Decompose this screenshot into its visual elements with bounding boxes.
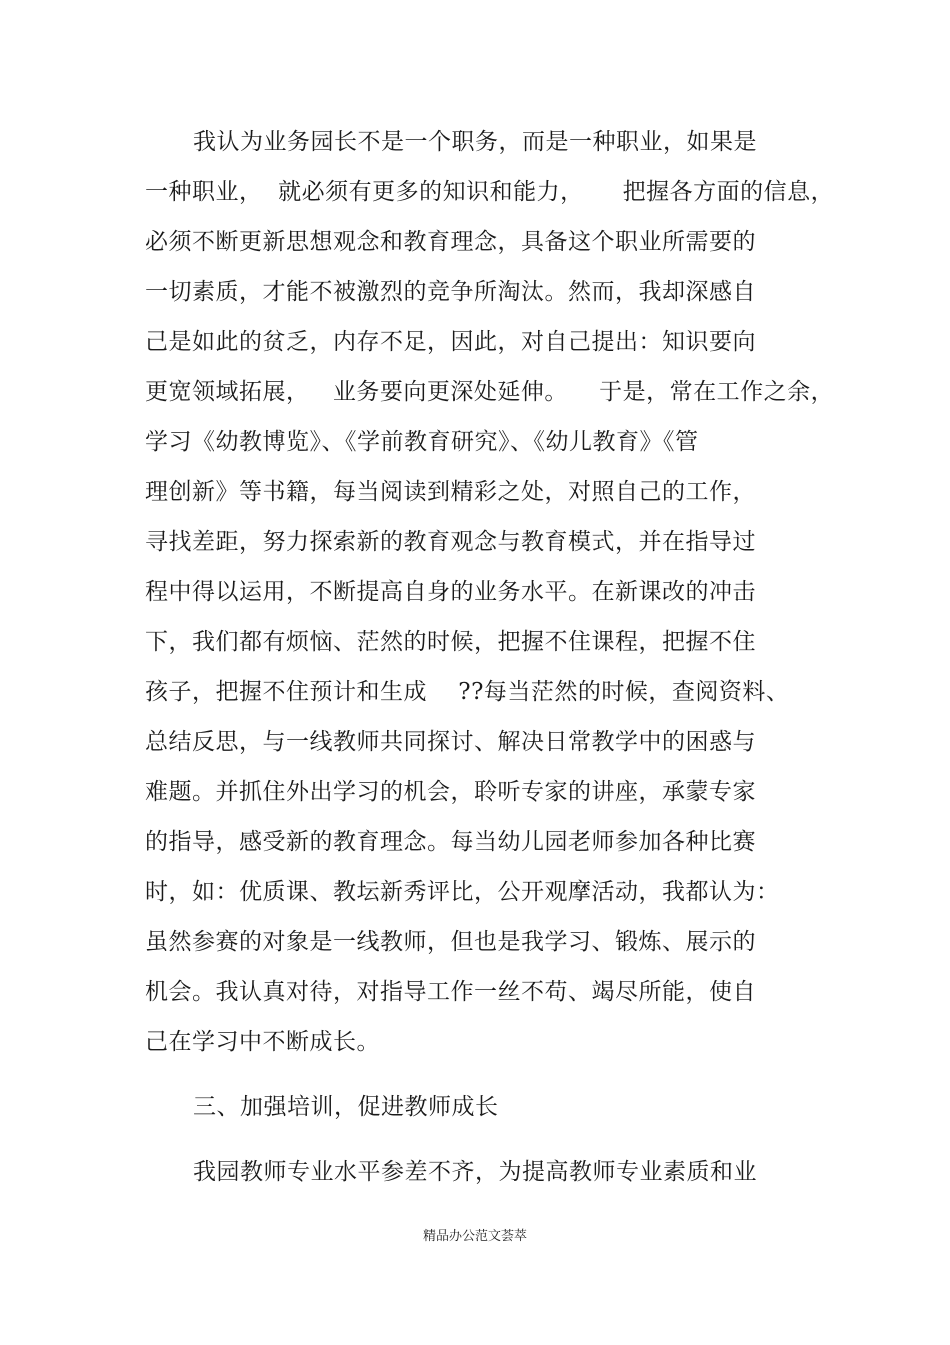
paragraph-line: 寻找差距，努力探索新的教育观念与教育模式，并在指导过 [145,529,756,555]
paragraph-line: 机会。我认真对待，对指导工作一丝不苟、竭尽所能，使自 [145,979,756,1005]
paragraph-line: 总结反思，与一线教师共同探讨、解决日常教学中的困惑与 [145,729,756,755]
paragraph-line: 必须不断更新思想观念和教育理念，具备这个职业所需要的 [145,229,756,255]
paragraph-line: 虽然参赛的对象是一线教师，但也是我学习、锻炼、展示的 [145,929,756,955]
paragraph-line: 时，如：优质课、教坛新秀评比，公开观摩活动，我都认为： [145,879,780,905]
paragraph-line: 程中得以运用，不断提高自身的业务水平。在新课改的冲击 [145,579,756,605]
paragraph-line: 理创新》等书籍，每当阅读到精彩之处，对照自己的工作， [145,479,756,505]
paragraph-line: 我园教师专业水平参差不齐，为提高教师专业素质和业 [193,1159,757,1185]
paragraph-line: 下，我们都有烦恼、茫然的时候，把握不住课程，把握不住 [145,629,756,655]
paragraph-line: 孩子，把握不住预计和生成 ??每当茫然的时候，查阅资料、 [145,679,790,705]
section-heading: 三、加强培训，促进教师成长 [193,1094,499,1120]
paragraph-line: 更宽领域拓展， 业务要向更深处延伸。 于是，常在工作之余， [145,379,835,405]
paragraph-line: 难题。并抓住外出学习的机会，聆听专家的讲座，承蒙专家 [145,779,756,805]
paragraph-line: 一切素质，才能不被激烈的竞争所淘汰。然而，我却深感自 [145,279,756,305]
paragraph-line: 己是如此的贫乏，内存不足，因此，对自己提出：知识要向 [145,329,756,355]
paragraph-line: 己在学习中不断成长。 [145,1029,380,1055]
paragraph-line: 我认为业务园长不是一个职务，而是一种职业，如果是 [193,129,757,155]
page-footer: 精品办公范文荟萃 [422,1229,527,1244]
paragraph-line: 一种职业， 就必须有更多的知识和能力， 把握各方面的信息， [145,179,835,205]
paragraph-line: 学习《幼教博览》、《学前教育研究》、《幼儿教育》《管 [145,429,699,455]
paragraph-line: 的指导，感受新的教育理念。每当幼儿园老师参加各种比赛 [145,829,756,855]
